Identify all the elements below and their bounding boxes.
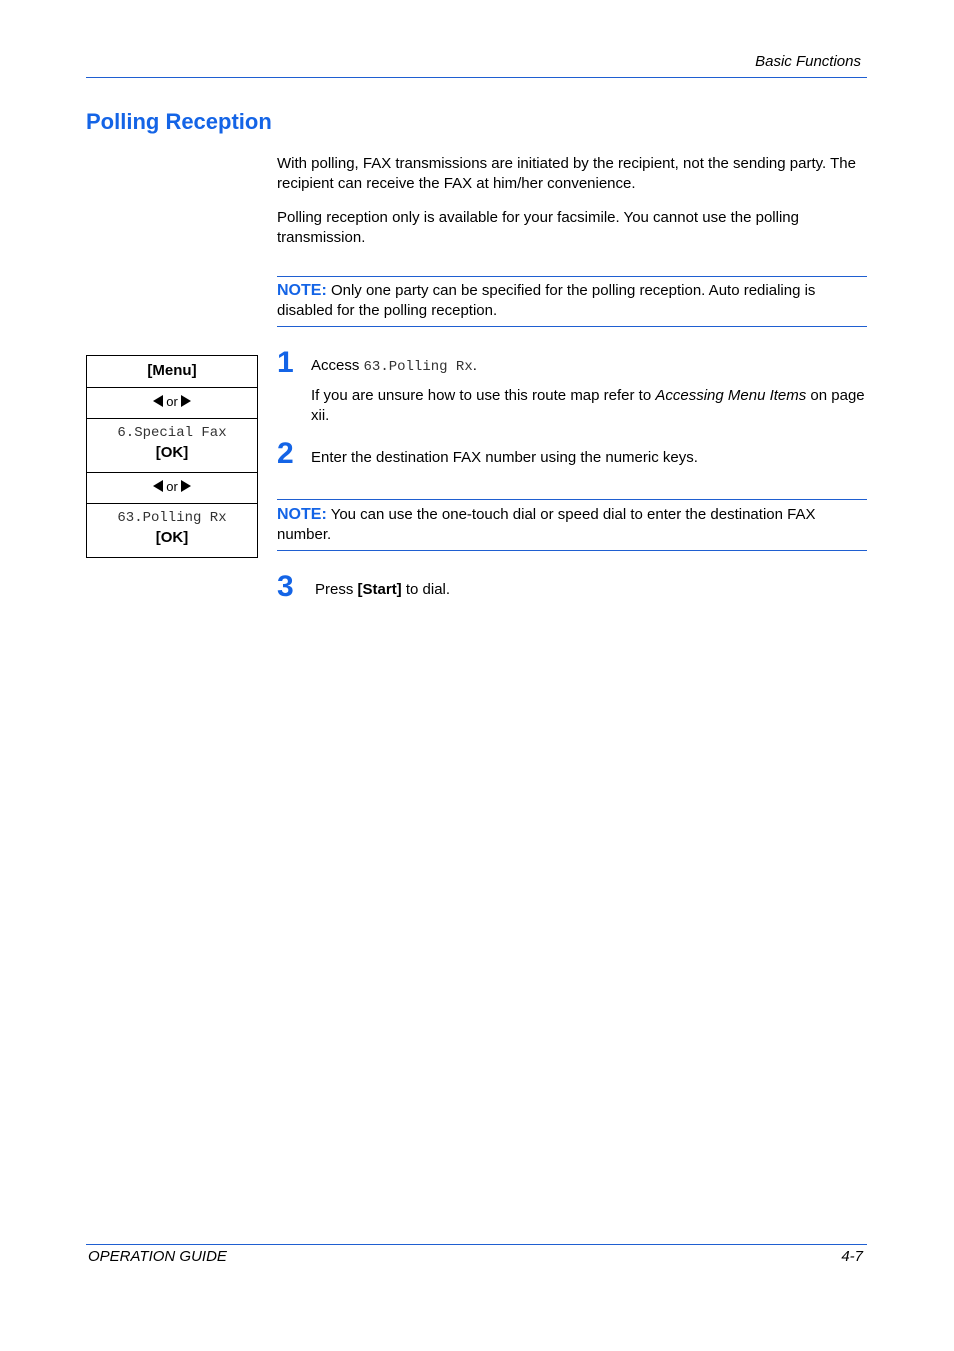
step-3-number: 3 [277,570,294,603]
note1-text: Only one party can be specified for the polling reception. Auto redialing is disabled for the polling reception. [277,282,816,319]
step-1-number: 1 [277,346,294,379]
left-arrow-icon [153,395,163,407]
step-1-sub-prefix: If you are unsure how to use this route map refer to [311,387,656,404]
step-1-text [311,356,477,377]
page-title: Polling Reception [86,109,272,134]
step-3-prefix: Press [315,581,358,598]
route-arrows-cell-2 [87,473,257,504]
step-2-text: Enter the destination FAX number using the numeric keys. [311,449,698,466]
left-arrow-icon [153,480,163,492]
step-1-code: 63.Polling Rx [363,359,473,375]
route-item-special-fax: 6.Special Fax [117,425,227,441]
step-1-prefix: Access [311,357,364,374]
header-rule [86,77,867,78]
step-3-suffix: to dial. [401,581,451,598]
running-header: Basic Functions [755,53,861,70]
step-1-subtext [311,386,867,426]
route-ok-key: [OK] [155,444,189,461]
route-item1-cell [87,419,257,473]
note1 [277,281,867,321]
footer-rule [86,1244,867,1245]
right-arrow-icon [181,480,191,492]
route-item2-cell [87,504,257,557]
route-item-polling-rx: 63.Polling Rx [117,510,227,526]
step-1-xref[interactable]: Accessing Menu Items [655,387,807,404]
note2-top-rule [277,499,867,500]
intro-paragraph-2: Polling reception only is available for your facsimile. You cannot use the polling transmission. [277,209,799,246]
step-1-suffix: . [472,357,477,374]
footer-guide-title: OPERATION GUIDE [88,1248,227,1265]
footer-page-number: 4-7 [841,1248,863,1265]
intro-paragraph-1: With polling, FAX transmissions are initiated by the recipient, not the sending party. The recipient can receive the FAX at him/her convenience. [277,155,856,192]
note1-label: NOTE: [277,282,327,299]
note2-bottom-rule [277,550,867,551]
route-map [86,355,258,558]
route-ok-key: [OK] [155,529,189,546]
route-or-label: or [166,479,178,494]
step-1-sub-suffix: on page xii. [311,387,865,424]
note2-label: NOTE: [277,506,327,523]
step-2-number: 2 [277,437,294,470]
route-or-label: or [166,394,178,409]
route-menu-key: [Menu] [147,362,197,379]
note1-bottom-rule [277,326,867,327]
note1-top-rule [277,276,867,277]
route-arrows-cell-1 [87,388,257,419]
note2 [277,505,867,545]
right-arrow-icon [181,395,191,407]
route-menu-cell [87,356,257,388]
note2-text: You can use the one-touch dial or speed dial to enter the destination FAX number. [277,506,816,543]
step-3-text [315,580,450,600]
start-key-label: [Start] [357,581,402,598]
